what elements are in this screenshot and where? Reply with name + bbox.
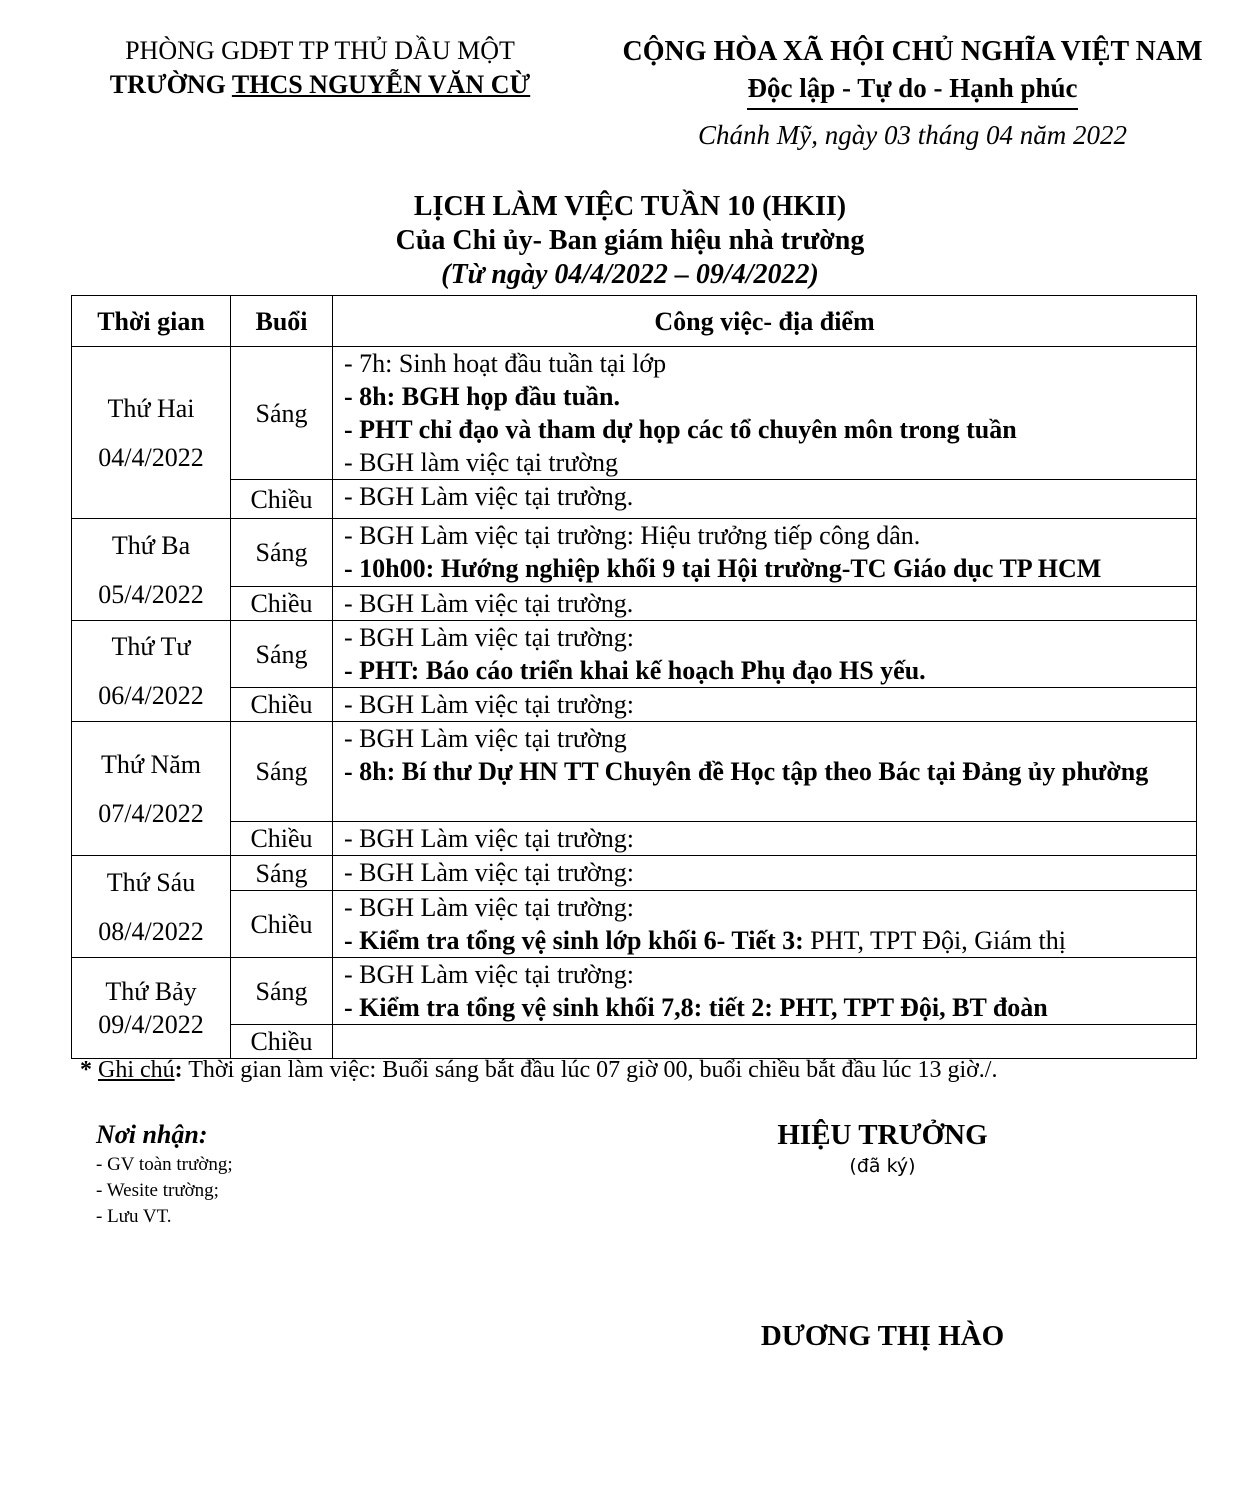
session-afternoon: Chiều: [231, 822, 333, 856]
table-row: [72, 822, 1197, 856]
work-cell: [333, 621, 1197, 688]
header-time: Thời gian: [72, 296, 231, 347]
day-name: Thứ Hai: [107, 393, 195, 423]
table-row: [72, 621, 1197, 688]
work-item: - BGH Làm việc tại trường:: [344, 824, 634, 853]
table-row: [72, 722, 1197, 822]
nation-title: CỘNG HÒA XÃ HỘI CHỦ NGHĨA VIỆT NAM: [622, 36, 1203, 67]
session-morning: Sáng: [231, 958, 333, 1025]
day-name: Thứ Năm: [100, 749, 201, 779]
work-item: - BGH Làm việc tại trường.: [344, 589, 634, 618]
recipient-item: - Lưu VT.: [96, 1206, 172, 1227]
session-morning: Sáng: [231, 722, 333, 822]
work-item: - BGH Làm việc tại trường: Hiệu trưởng tiếp công dân.: [344, 521, 921, 550]
school-name-prefix: TRƯỜNG: [109, 70, 232, 99]
work-item-bold: - Kiểm tra tổng vệ sinh lớp khối 6- Tiết 3:: [344, 926, 804, 955]
session-morning: Sáng: [231, 519, 333, 587]
table-row: [72, 587, 1197, 621]
day-date: 06/4/2022: [98, 681, 204, 710]
session-afternoon: Chiều: [231, 891, 333, 958]
recipients-title: Nơi nhận:: [96, 1120, 208, 1149]
session-morning: Sáng: [231, 856, 333, 891]
signer-title: HIỆU TRƯỞNG: [777, 1119, 988, 1151]
work-cell: [333, 519, 1197, 587]
work-cell: [333, 958, 1197, 1025]
day-date: 09/4/2022: [98, 1010, 204, 1039]
day-date: 05/4/2022: [98, 579, 204, 609]
signature-block: [700, 1116, 1065, 1178]
table-row: [72, 856, 1197, 891]
signature-status: (đã ký): [849, 1155, 916, 1177]
signer-name: DƯƠNG THỊ HÀO: [760, 1320, 1005, 1352]
note-text: Thời gian làm việc: Buổi sáng bắt đầu lúc 07 giờ 00, buổi chiều bắt đầu lúc 13 giờ./.: [182, 1057, 998, 1083]
date-range: (Từ ngày 04/4/2022 – 09/4/2022): [441, 259, 819, 290]
work-item: - Kiểm tra tổng vệ sinh khối 7,8: tiết 2: PHT, TPT Đội, BT đoàn: [344, 993, 1048, 1022]
day-cell: [72, 347, 231, 519]
session-afternoon: Chiều: [231, 688, 333, 722]
table-row: [72, 1025, 1197, 1059]
header-right: [600, 34, 1225, 110]
session-morning: Sáng: [231, 347, 333, 480]
work-item: - BGH Làm việc tại trường:: [344, 858, 634, 887]
work-item-rest: PHT, TPT Đội, Giám thị: [803, 926, 1066, 955]
work-item: [344, 924, 1196, 957]
table-row: [72, 958, 1197, 1025]
document-subtitle: Của Chi ủy- Ban giám hiệu nhà trường: [395, 225, 865, 256]
work-item: - 7h: Sinh hoạt đầu tuần tại lớp: [344, 349, 667, 378]
work-cell-empty: [333, 1025, 1197, 1059]
day-cell: [72, 722, 231, 856]
table-row: [72, 519, 1197, 587]
schedule-table: [71, 295, 1197, 1059]
day-name: Thứ Ba: [111, 530, 191, 560]
session-morning: Sáng: [231, 621, 333, 688]
table-row: [72, 347, 1197, 480]
document-title: LỊCH LÀM VIỆC TUẦN 10 (HKII): [413, 191, 847, 222]
work-item: - BGH Làm việc tại trường:: [344, 960, 634, 989]
work-cell: [333, 347, 1197, 480]
nation-motto: Độc lập - Tự do - Hạnh phúc: [747, 70, 1077, 110]
title-block: [200, 190, 1060, 292]
header-session: Buổi: [231, 296, 333, 347]
work-cell: [333, 722, 1197, 822]
work-cell: [333, 891, 1197, 958]
work-item: - 8h: BGH họp đầu tuần.: [344, 382, 620, 411]
note-label: Ghi chú: [98, 1057, 175, 1083]
recipient-item: - Wesite trường;: [96, 1180, 219, 1201]
note-star: *: [80, 1057, 98, 1083]
day-cell: [72, 958, 231, 1059]
work-item: - BGH Làm việc tại trường:: [344, 690, 634, 719]
header-work: Công việc- địa điểm: [333, 296, 1197, 347]
table-row: [72, 891, 1197, 958]
day-date: 04/4/2022: [98, 442, 204, 472]
note-line: [80, 1057, 997, 1084]
session-afternoon: Chiều: [231, 480, 333, 519]
day-date: 07/4/2022: [98, 798, 204, 828]
day-name: Thứ Tư: [111, 632, 191, 661]
work-item: - PHT chỉ đạo và tham dự họp các tổ chuyên môn trong tuần: [344, 415, 1017, 444]
header-left: [60, 34, 580, 102]
work-item: - PHT: Báo cáo triển khai kế hoạch Phụ đạo HS yếu.: [344, 656, 926, 685]
day-cell: [72, 621, 231, 722]
day-name: Thứ Sáu: [106, 867, 196, 897]
work-item: - BGH Làm việc tại trường.: [344, 482, 634, 511]
work-item: - BGH Làm việc tại trường:: [344, 623, 634, 652]
work-cell: [333, 688, 1197, 722]
table-header-row: [72, 296, 1197, 347]
work-item: - 10h00: Hướng nghiệp khối 9 tại Hội trường-TC Giáo dục TP HCM: [344, 554, 1102, 583]
day-cell: [72, 519, 231, 621]
department-name: PHÒNG GDĐT TP THỦ DẦU MỘT: [125, 36, 515, 65]
work-cell: [333, 856, 1197, 891]
work-item: - BGH Làm việc tại trường:: [344, 893, 634, 922]
school-name: [60, 68, 580, 102]
day-date: 08/4/2022: [98, 916, 204, 946]
work-cell: [333, 587, 1197, 621]
school-name-underlined: THCS NGUYỄN VĂN CỪ: [231, 70, 531, 99]
document-date: Chánh Mỹ, ngày 03 tháng 04 năm 2022: [698, 120, 1127, 150]
note-colon: :: [174, 1057, 183, 1083]
work-cell: [333, 822, 1197, 856]
recipients-block: [96, 1118, 233, 1230]
work-item: - BGH làm việc tại trường: [344, 448, 619, 477]
session-afternoon: Chiều: [231, 1025, 333, 1059]
work-item: - BGH Làm việc tại trường: [344, 724, 627, 753]
table-row: [72, 688, 1197, 722]
work-item: - 8h: Bí thư Dự HN TT Chuyên đề Học tập theo Bác tại Đảng ủy phường: [344, 757, 1149, 786]
recipient-item: - GV toàn trường;: [96, 1154, 233, 1175]
day-name: Thứ Bảy: [105, 977, 197, 1006]
session-afternoon: Chiều: [231, 587, 333, 621]
work-cell: [333, 480, 1197, 519]
day-cell: [72, 856, 231, 958]
table-row: [72, 480, 1197, 519]
